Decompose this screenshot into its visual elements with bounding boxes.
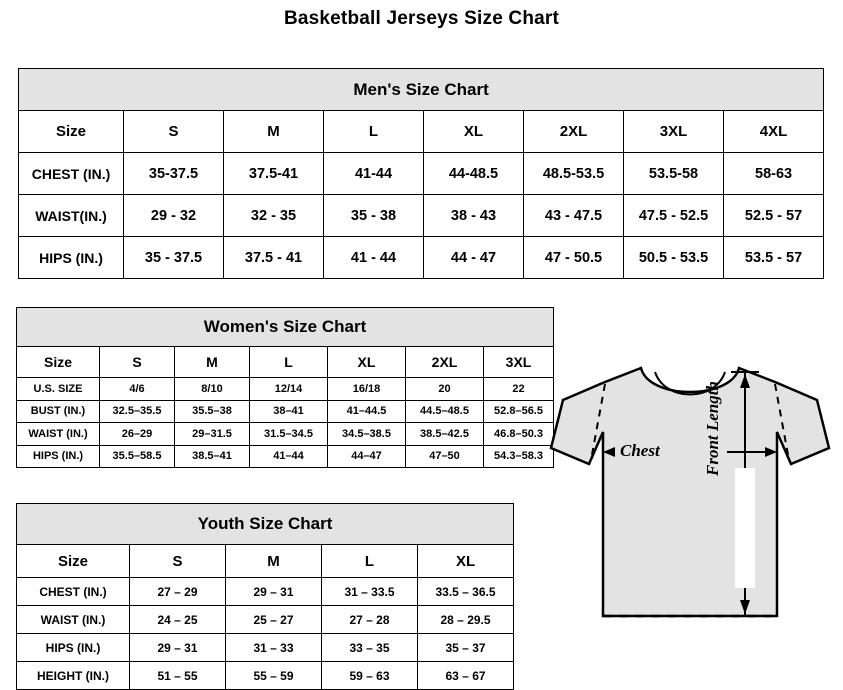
row-label-hips: HIPS (IN.) [19,237,124,279]
table-row [17,378,554,401]
column-header-s: S [130,545,226,578]
youth-chart-title: Youth Size Chart [17,504,514,545]
cell-waist-m: 29–31.5 [175,423,250,446]
column-header-l: L [324,111,424,153]
cell-waist-m: 25 – 27 [226,606,322,634]
cell-hips-xl: 35 – 37 [418,634,514,662]
column-header-s: S [124,111,224,153]
row-label-waist: WAIST (IN.) [17,423,100,446]
cell-waist-2xl: 38.5–42.5 [406,423,484,446]
cell-us-size-s: 4/6 [100,378,175,401]
table-row [19,153,824,195]
cell-waist-xl: 34.5–38.5 [328,423,406,446]
cell-chest-2xl: 48.5-53.5 [524,153,624,195]
cell-bust-3xl: 52.8–56.5 [484,400,554,423]
cell-hips-xl: 44–47 [328,445,406,468]
row-label-hips: HIPS (IN.) [17,634,130,662]
cell-bust-s: 32.5–35.5 [100,400,175,423]
table-row [17,606,514,634]
jersey-illustration-svg [545,348,835,678]
table-row [17,423,554,446]
cell-hips-s: 29 – 31 [130,634,226,662]
cell-hips-xl: 44 - 47 [424,237,524,279]
cell-bust-l: 38–41 [250,400,328,423]
row-label-height: HEIGHT (IN.) [17,662,130,690]
cell-waist-l: 27 – 28 [322,606,418,634]
row-label-chest: CHEST (IN.) [19,153,124,195]
cell-hips-2xl: 47 - 50.5 [524,237,624,279]
column-header-size: Size [17,545,130,578]
cell-hips-2xl: 47–50 [406,445,484,468]
column-header-s: S [100,347,175,378]
mens-chart-title: Men's Size Chart [19,69,824,111]
cell-hips-s: 35 - 37.5 [124,237,224,279]
cell-us-size-m: 8/10 [175,378,250,401]
cell-us-size-2xl: 20 [406,378,484,401]
column-header-m: M [224,111,324,153]
row-label-us-size: U.S. SIZE [17,378,100,401]
cell-chest-m: 37.5-41 [224,153,324,195]
column-header-xl: XL [418,545,514,578]
cell-us-size-xl: 16/18 [328,378,406,401]
womens-size-chart-table [16,307,554,468]
page-title: Basketball Jerseys Size Chart [283,8,560,29]
table-row [17,662,514,690]
cell-height-s: 51 – 55 [130,662,226,690]
cell-chest-4xl: 58-63 [724,153,824,195]
table-row [17,445,554,468]
row-label-hips: HIPS (IN.) [17,445,100,468]
cell-hips-l: 33 – 35 [322,634,418,662]
column-header-size: Size [17,347,100,378]
chest-measurement-label: Chest [620,441,660,460]
cell-chest-l: 41-44 [324,153,424,195]
cell-bust-m: 35.5–38 [175,400,250,423]
cell-chest-s: 27 – 29 [130,578,226,606]
cell-waist-3xl: 47.5 - 52.5 [624,195,724,237]
column-header-size: Size [19,111,124,153]
front-length-measurement-label: Front Length [703,381,722,476]
column-header-2xl: 2XL [406,347,484,378]
cell-waist-2xl: 43 - 47.5 [524,195,624,237]
cell-us-size-l: 12/14 [250,378,328,401]
table-header-row [19,111,824,153]
column-header-xl: XL [424,111,524,153]
cell-bust-xl: 41–44.5 [328,400,406,423]
table-title-row [17,504,514,545]
cell-hips-3xl: 50.5 - 53.5 [624,237,724,279]
column-header-xl: XL [328,347,406,378]
table-row [19,237,824,279]
cell-waist-s: 24 – 25 [130,606,226,634]
mens-size-chart-table [18,68,824,279]
cell-hips-m: 31 – 33 [226,634,322,662]
table-row [17,578,514,606]
row-label-bust: BUST (IN.) [17,400,100,423]
cell-chest-xl: 44-48.5 [424,153,524,195]
column-header-3xl: 3XL [484,347,554,378]
jersey-measurement-diagram [545,348,835,678]
cell-hips-m: 37.5 - 41 [224,237,324,279]
table-row [17,400,554,423]
column-header-2xl: 2XL [524,111,624,153]
row-label-chest: CHEST (IN.) [17,578,130,606]
cell-hips-l: 41–44 [250,445,328,468]
youth-size-chart-table [16,503,514,690]
jersey-body-shape [551,368,829,616]
row-label-waist: WAIST (IN.) [17,606,130,634]
table-title-row [17,308,554,347]
cell-us-size-3xl: 22 [484,378,554,401]
cell-chest-m: 29 – 31 [226,578,322,606]
cell-chest-3xl: 53.5-58 [624,153,724,195]
front-length-label-backdrop [735,468,755,588]
cell-height-l: 59 – 63 [322,662,418,690]
cell-chest-l: 31 – 33.5 [322,578,418,606]
cell-waist-xl: 28 – 29.5 [418,606,514,634]
cell-waist-l: 31.5–34.5 [250,423,328,446]
cell-waist-4xl: 52.5 - 57 [724,195,824,237]
cell-waist-m: 32 - 35 [224,195,324,237]
cell-hips-l: 41 - 44 [324,237,424,279]
cell-hips-4xl: 53.5 - 57 [724,237,824,279]
cell-hips-s: 35.5–58.5 [100,445,175,468]
cell-height-xl: 63 – 67 [418,662,514,690]
cell-bust-2xl: 44.5–48.5 [406,400,484,423]
cell-waist-l: 35 - 38 [324,195,424,237]
table-header-row [17,347,554,378]
cell-waist-xl: 38 - 43 [424,195,524,237]
column-header-l: L [322,545,418,578]
cell-hips-m: 38.5–41 [175,445,250,468]
cell-height-m: 55 – 59 [226,662,322,690]
cell-waist-s: 26–29 [100,423,175,446]
cell-chest-xl: 33.5 – 36.5 [418,578,514,606]
womens-chart-title: Women's Size Chart [17,308,554,347]
table-header-row [17,545,514,578]
table-row [19,195,824,237]
cell-hips-3xl: 54.3–58.3 [484,445,554,468]
table-title-row [19,69,824,111]
cell-chest-s: 35-37.5 [124,153,224,195]
column-header-m: M [175,347,250,378]
column-header-3xl: 3XL [624,111,724,153]
row-label-waist: WAIST(IN.) [19,195,124,237]
cell-waist-s: 29 - 32 [124,195,224,237]
column-header-4xl: 4XL [724,111,824,153]
cell-waist-3xl: 46.8–50.3 [484,423,554,446]
table-row [17,634,514,662]
column-header-l: L [250,347,328,378]
column-header-m: M [226,545,322,578]
